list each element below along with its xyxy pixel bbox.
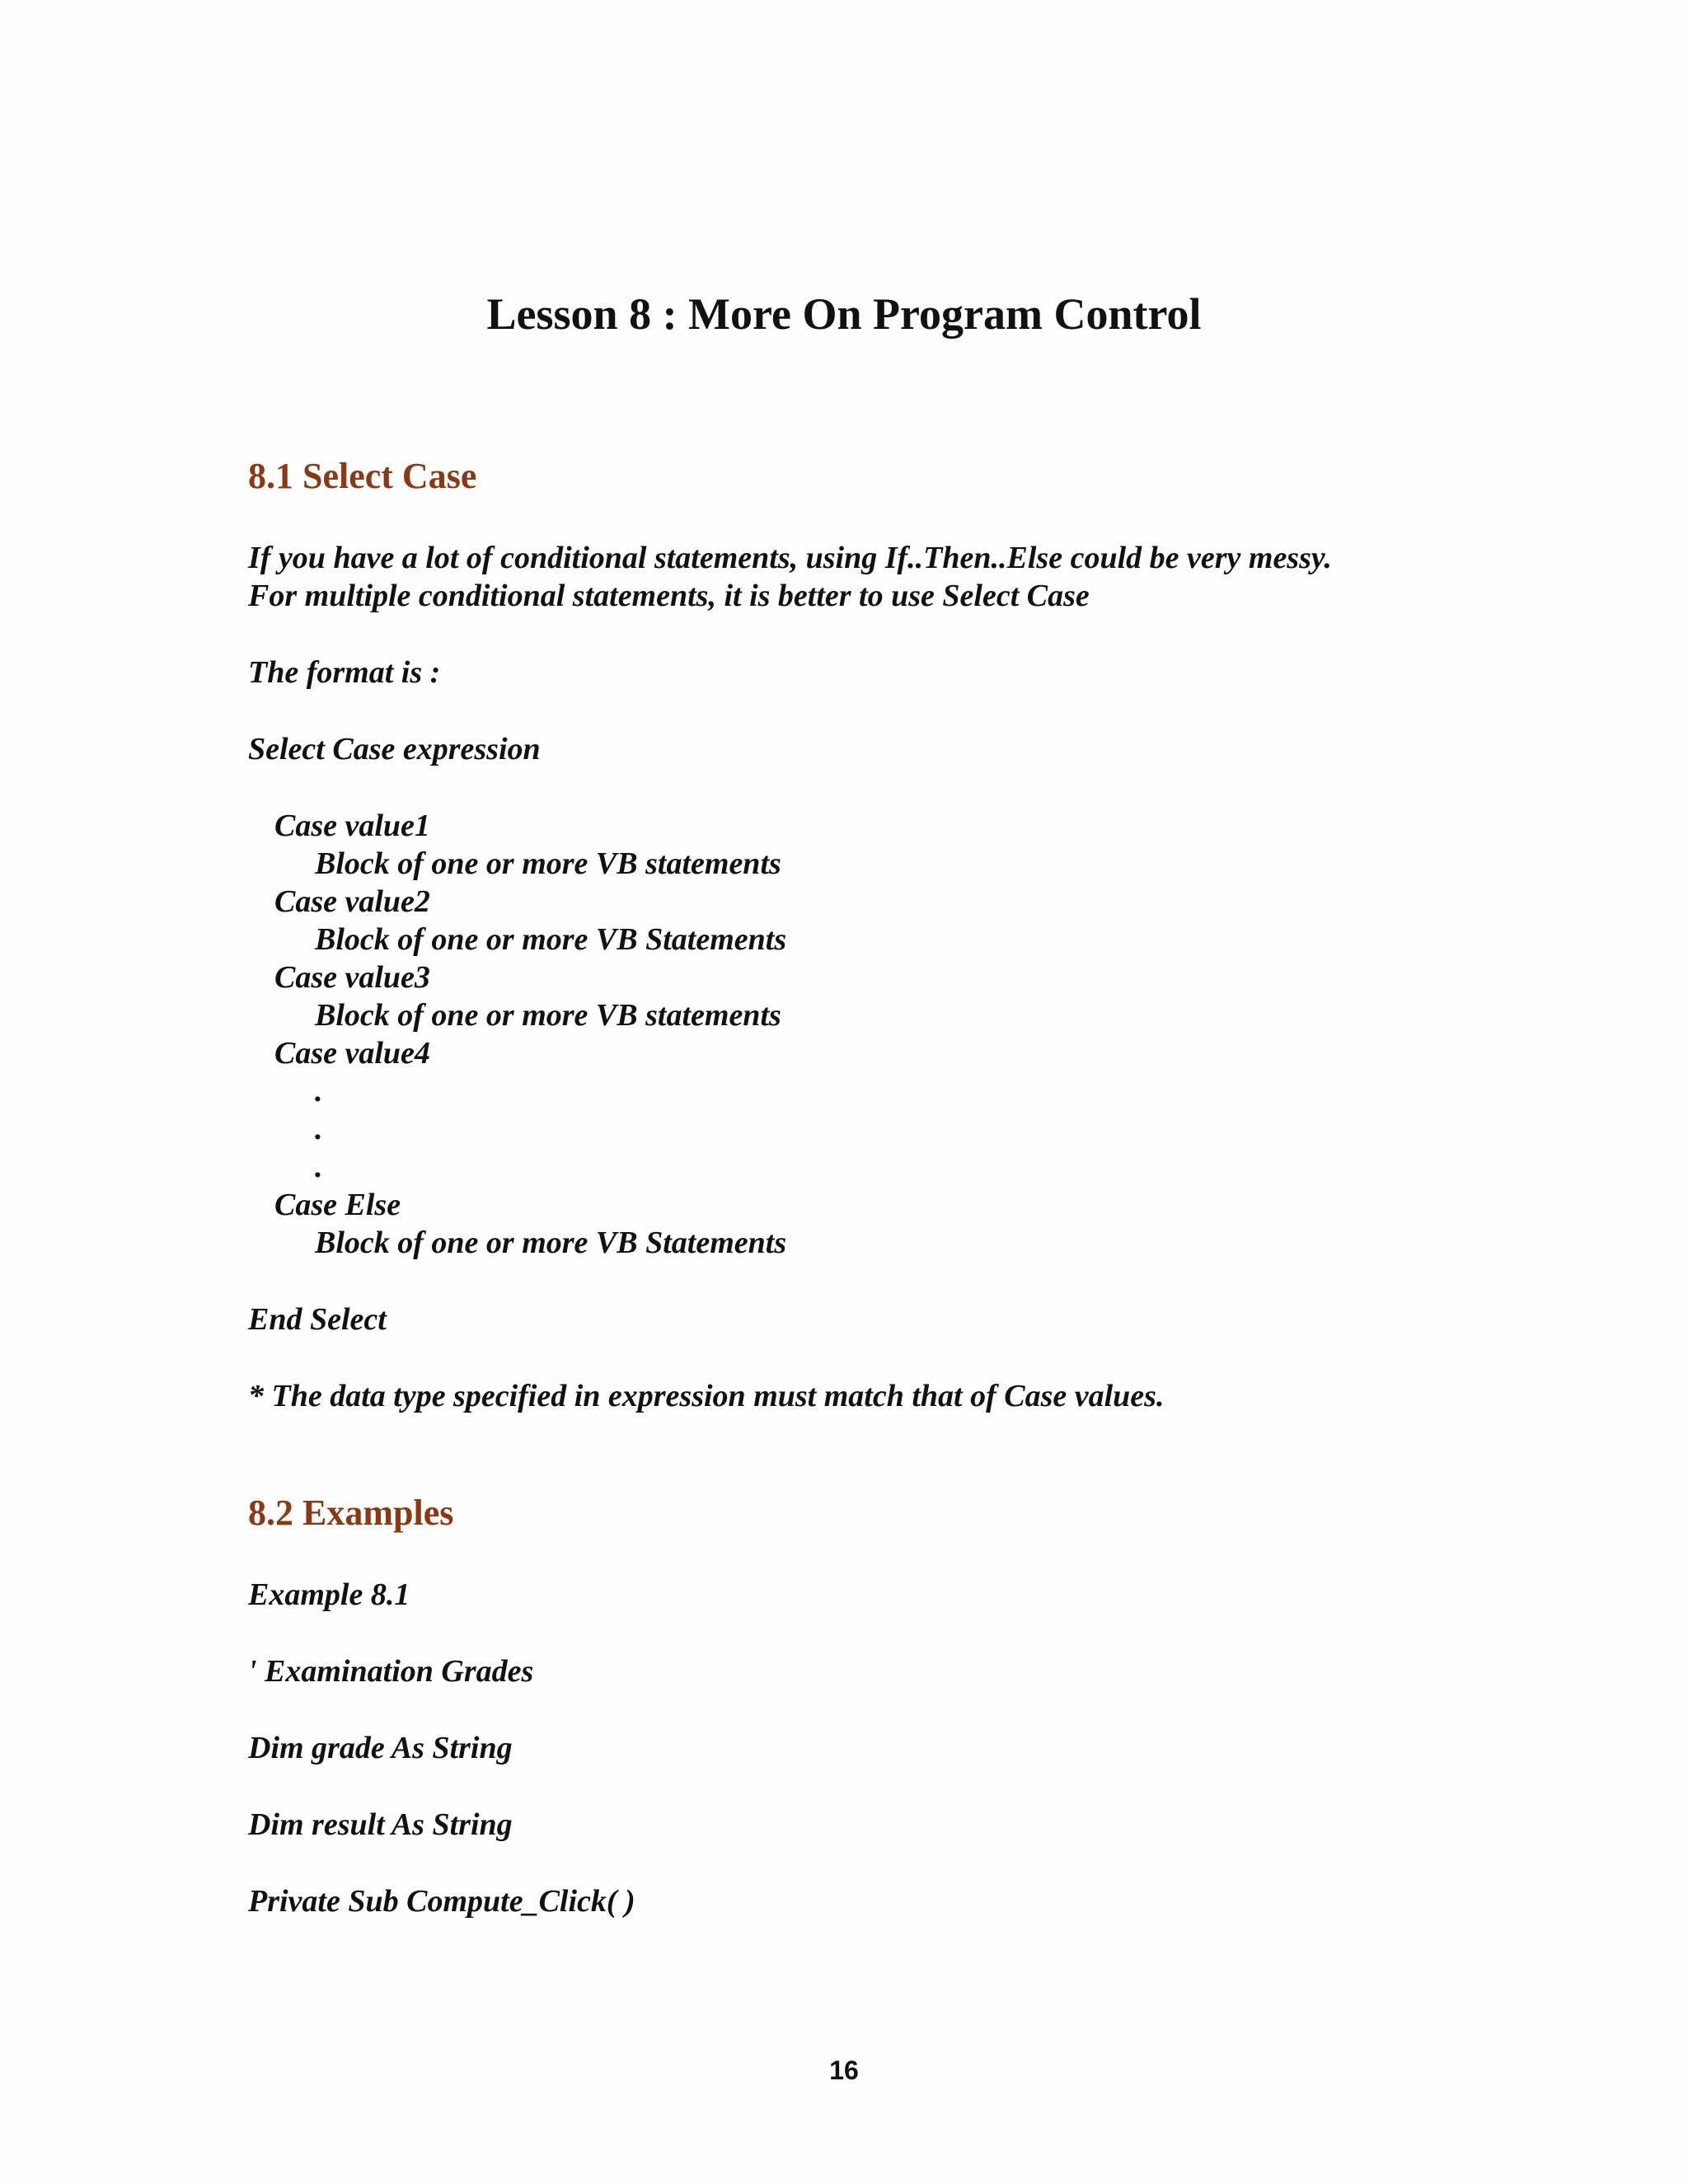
syntax-case-2: Case value2: [274, 884, 430, 919]
section-heading-examples: 8.2 Examples: [248, 1493, 454, 1533]
syntax-block-else: Block of one or more VB Statements: [315, 1226, 787, 1260]
code-dim-grade: Dim grade As String: [248, 1731, 513, 1765]
intro-line-1: If you have a lot of conditional statements, using If..Then..Else could be very messy.: [248, 541, 1332, 575]
syntax-case-3: Case value3: [274, 960, 430, 995]
page-number: 16: [829, 2055, 859, 2085]
code-sub-declaration: Private Sub Compute_Click( ): [248, 1884, 635, 1919]
syntax-case-1: Case value1: [274, 808, 430, 843]
syntax-select-line: Select Case expression: [248, 732, 541, 766]
syntax-case-else: Case Else: [274, 1188, 401, 1222]
example-label: Example 8.1: [248, 1577, 410, 1612]
section-heading-select-case: 8.1 Select Case: [248, 456, 477, 496]
code-comment-line: ' Examination Grades: [248, 1654, 534, 1689]
syntax-block-1: Block of one or more VB statements: [315, 846, 781, 881]
syntax-block-3: Block of one or more VB statements: [315, 998, 781, 1033]
data-type-note: * The data type specified in expression must match that of Case values.: [248, 1379, 1165, 1413]
syntax-end-select: End Select: [248, 1302, 387, 1337]
page-title: Lesson 8 : More On Program Control: [486, 289, 1202, 339]
syntax-ellipsis-dot-3: .: [315, 1150, 323, 1184]
code-dim-result: Dim result As String: [248, 1807, 513, 1842]
syntax-block-2: Block of one or more VB Statements: [315, 922, 787, 957]
format-label: The format is :: [248, 655, 441, 690]
syntax-ellipsis-dot-2: .: [315, 1112, 323, 1146]
intro-line-2: For multiple conditional statements, it is better to use Select Case: [248, 579, 1090, 613]
syntax-ellipsis-dot-1: .: [315, 1074, 323, 1108]
syntax-case-4: Case value4: [274, 1036, 430, 1071]
